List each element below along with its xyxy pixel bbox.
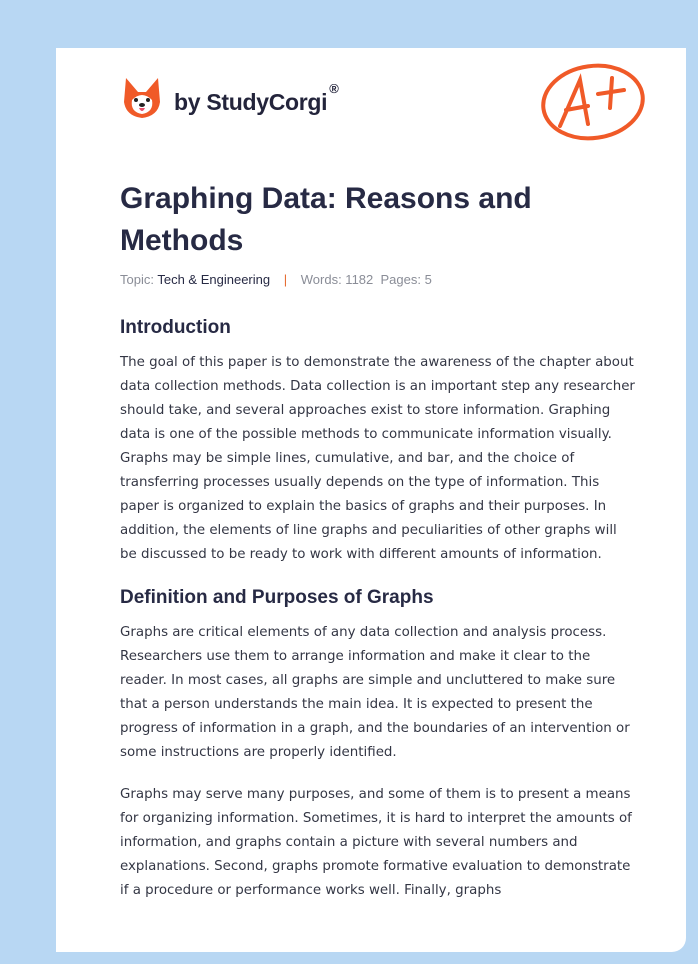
paragraph: The goal of this paper is to demonstrate the awareness of the chapter about data collection methods. Data collection is an important step any researcher should take, and several approaches exist to store information. Graphing data is one of the possible methods to communicate information visually. Graphs may be simple lines, cumulative, and bar, and the choice of transferring processes usually depends on the type of information. This paper is organized to explain the basics of graphs and their purposes. In addition, the elements of line graphs and peculiarities of other graphs will be discussed to be ready to work with different amounts of information. — [120, 355, 635, 562]
topic-label: Topic: — [120, 272, 154, 287]
registered-mark: ® — [329, 80, 339, 96]
section-heading: Introduction — [120, 317, 231, 338]
page-count: Pages: 5 — [380, 272, 432, 287]
corgi-icon — [122, 76, 162, 120]
topic-link[interactable]: Tech & Engineering — [157, 272, 271, 287]
brand-text: by StudyCorgi — [174, 88, 328, 115]
document-title: Graphing Data: Reasons and Methods — [120, 182, 532, 257]
brand-name — [174, 80, 339, 116]
section-heading: Definition and Purposes of Graphs — [120, 587, 434, 608]
document-card — [56, 48, 686, 952]
meta-separator: | — [283, 272, 288, 287]
word-count: Words: 1182 — [300, 272, 374, 287]
studycorgi-logo[interactable] — [122, 76, 339, 120]
paragraph: Graphs may serve many purposes, and some of them is to present a means for organizing information. Sometimes, it is hard to interpret the amounts of information, and graphs contain a picture with several numbers and explanations. Second, graphs promote formative evaluation to demonstrate if a procedure or performance works well. Finally, graphs — [120, 787, 632, 898]
paragraph: Graphs are critical elements of any data collection and analysis process. Researchers use them to arrange information and make it clear to the reader. In most cases, all graphs are simple and uncluttered to make sure that a person understands the main idea. It is expected to present the progress of information in a graph, and the boundaries of an intervention or some instructions are properly identified. — [120, 625, 630, 760]
a-plus-grade-icon — [538, 60, 648, 144]
document-meta — [120, 272, 635, 287]
